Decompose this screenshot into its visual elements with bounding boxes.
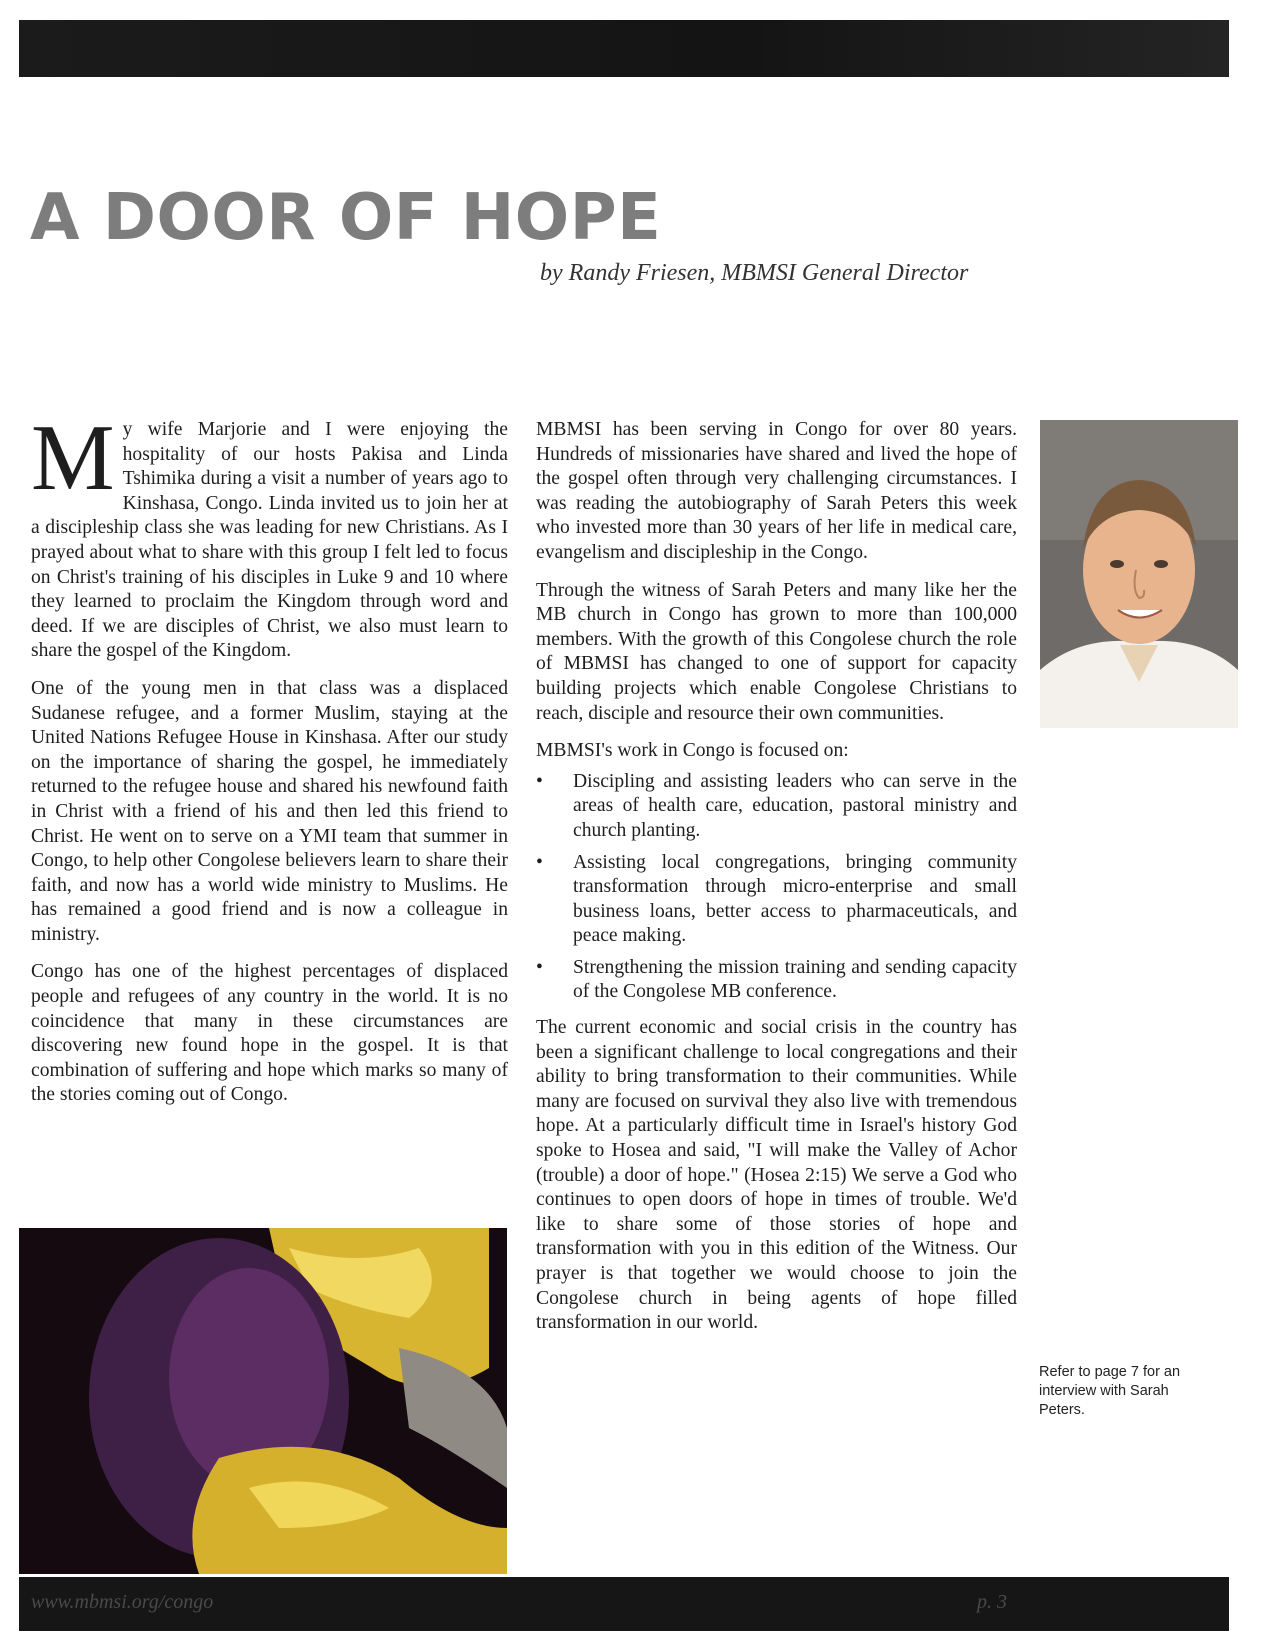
focus-list-item: • Discipling and assisting leaders who can serve in the areas of health care, education, pastoral ministry and church planting. (536, 770, 1017, 841)
congo-refugees-paragraph: Congo has one of the highest percentages of displaced people and refugees of any country in the world. It is no coincidence that many in these circumstances are discovering new found hope in the gospel. It is that combination of suffering and hope which marks so many of the stories coming out of Congo. (31, 961, 508, 1106)
focus-list-item: • Strengthening the mission training and sending capacity of the Congolese MB conference. (536, 956, 1017, 1003)
author-portrait-photo (1040, 420, 1238, 728)
footer-bar (19, 1577, 1229, 1631)
headwrap-illustration (19, 1228, 507, 1574)
footer-url: www.mbmsi.org/congo (31, 1591, 214, 1613)
header-bar (19, 20, 1229, 77)
congolese-woman-photo (19, 1228, 507, 1574)
focus-list-item: • Assisting local congregations, bringing community transformation through micro-enterprise and small business loans, better access to pharmaceuticals, and peace making. (536, 851, 1017, 947)
article-byline: by Randy Friesen, MBMSI General Director (540, 260, 969, 286)
closing-paragraph: The current economic and social crisis in the country has been a significant challenge to local congregations and their ability to bring transformation to their communities. While many are focused on survival they also live with tremendous hope. At a particularly difficult time in Israel's history God spoke to Hosea and said, "I will make the Valley of Achor (trouble) a door of hope." (Hosea 2:15) We serve a God who continues to open doors of hope in times of trouble. We'd like to share some of those stories of hope and transformation with you in this edition of the Witness. Our prayer is that together we would choose to join the Congolese church in being agents of hope filled transformation in our world. (536, 1017, 1017, 1334)
bullet-icon: • (536, 956, 543, 978)
left-column (31, 406, 508, 1121)
refugee-paragraph: One of the young men in that class was a displaced Sudanese refugee, and a former Muslim, staying at the United Nations Refugee House in Kinshasa. After our study on the importance of sharing the gospel, he immediately returned to the refugee house and shared his newfound faith in Christ with a friend of his and then led this friend to Christ. He went on to serve on a YMI team that summer in Congo, to help other Congolese believers learn to share their faith, and now has a world wide ministry to Muslims. He has remained a good friend and is now a colleague in ministry. (31, 677, 508, 945)
bullet-icon: • (536, 851, 543, 873)
focus-list (536, 770, 1017, 1005)
history-paragraph: MBMSI has been serving in Congo for over 80 years. Hundreds of missionaries have shared and lived the hope of the gospel often through very challenging circumstances. I was reading the autobiography of Sarah Peters this week who invested more than 30 years of her life in medical care, evangelism and discipleship in the Congo. (536, 419, 1017, 563)
drop-cap: M (31, 406, 115, 510)
intro-paragraph (31, 406, 508, 664)
intro-paragraph-text: y wife Marjorie and I were enjoying the hospitality of our hosts Pakisa and Linda Tshimika during a visit a number of years ago to Kinshasa, Congo. Linda invited us to join her at a discipleship class she was leading for new Christians. As I prayed about what to share with this group I felt led to focus on Christ's training of his disciples in Luke 9 and 10 where they learned to proclaim the Kingdom through word and deed. If we are disciples of Christ, we also must learn to share the gospel of the Kingdom. (31, 419, 508, 662)
middle-column (536, 418, 1017, 1349)
page-number: p. 3 (977, 1591, 1007, 1613)
focus-intro: MBMSI's work in Congo is focused on: (536, 740, 849, 762)
portrait-illustration (1040, 420, 1238, 728)
article-title: A DOOR OF HOPE (30, 181, 662, 255)
growth-paragraph: Through the witness of Sarah Peters and many like her the MB church in Congo has grown to more than 100,000 members. With the growth of this Congolese church the role of MBMSI has changed to one of support for capacity building projects which enable Congolese Christians to reach, disciple and resource their own communities. (536, 579, 1017, 724)
sidebar-note: Refer to page 7 for an interview with Sarah Peters. (1039, 1364, 1181, 1418)
bullet-icon: • (536, 770, 543, 792)
